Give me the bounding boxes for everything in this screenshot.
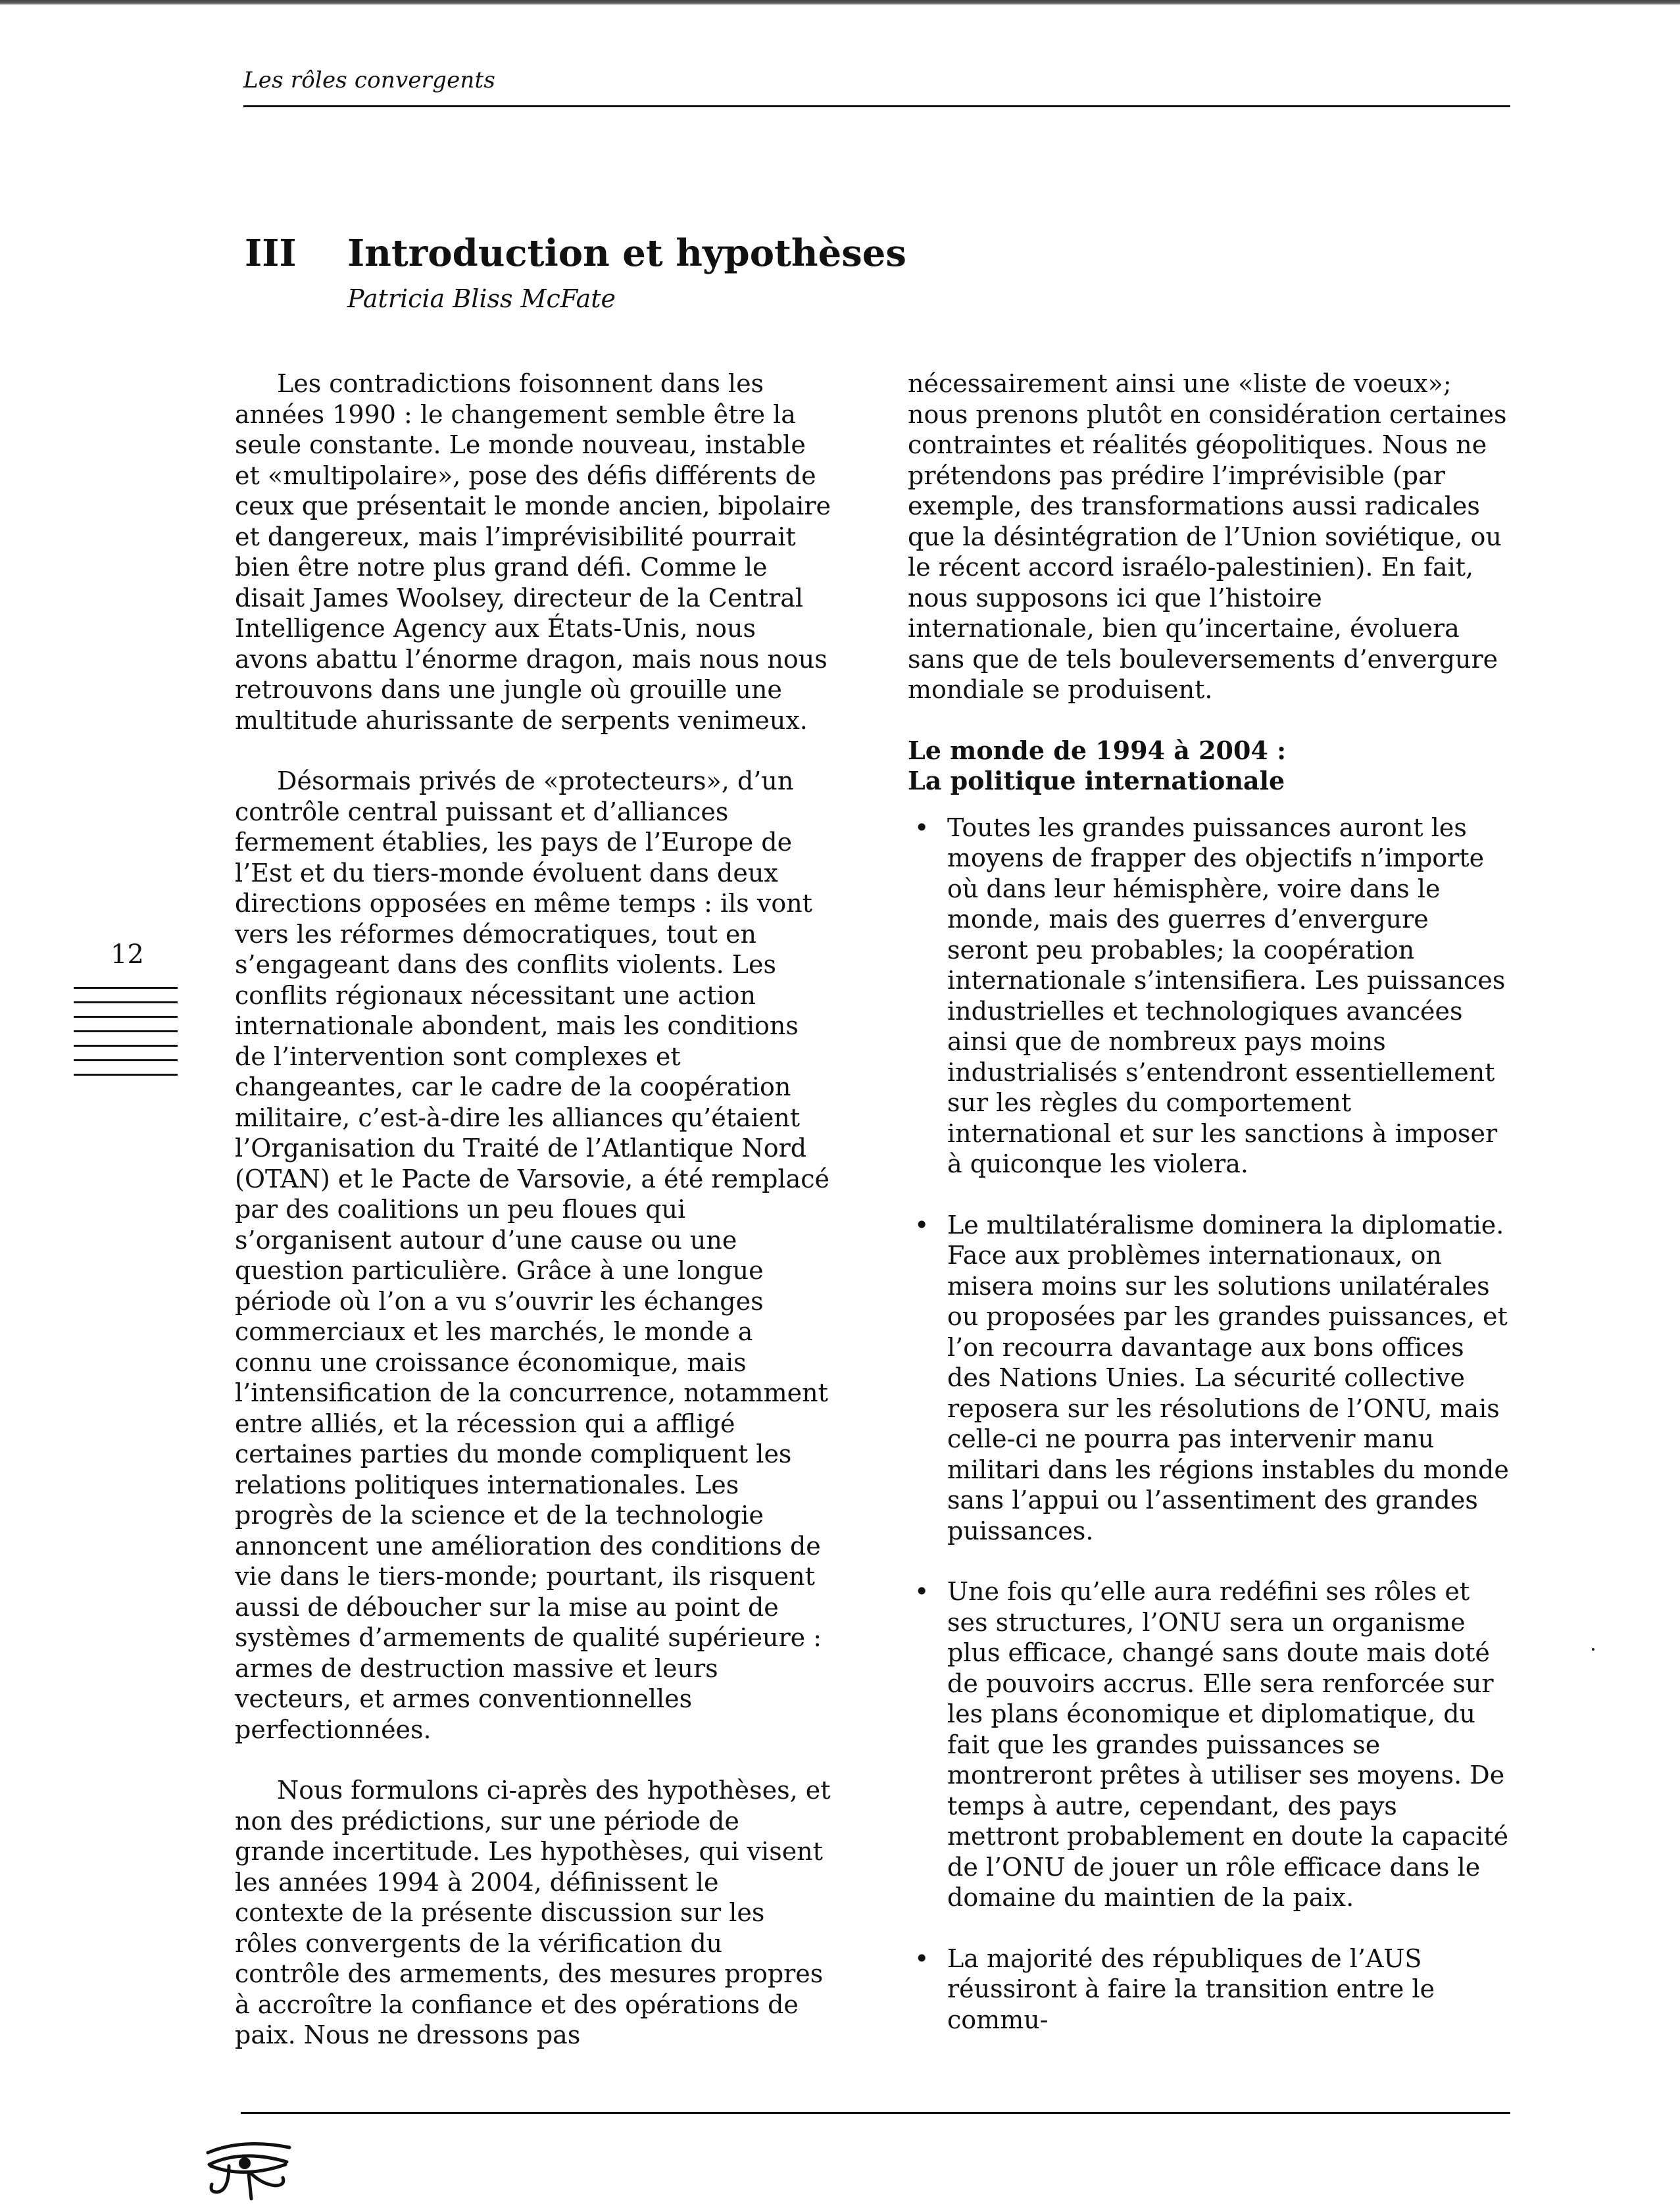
list-item-text: La majorité des républiques de l’AUS réussiront à faire la transition entre le commu- (947, 1943, 1435, 2034)
scan-edge (0, 0, 1680, 5)
section-heading (908, 736, 1513, 797)
margin-rule (74, 1045, 178, 1047)
right-column (908, 368, 1513, 2065)
margin-rule (74, 1016, 178, 1018)
footer-rule (241, 2112, 1510, 2114)
running-head: Les rôles convergents (243, 67, 496, 93)
margin-rule (74, 1001, 178, 1003)
eye-of-horus-logo-icon (203, 2138, 295, 2201)
margin-rule (74, 1059, 178, 1061)
paragraph-continuation: nécessairement ainsi une «liste de voeux»; nous prenons plutôt en considération certaines contraintes et réalités géopolitiques. Nous ne prétendons pas prédire l’imprévisible (par exemple, des transformations aussi radicales que la désintégration de l’Union soviétique, ou le récent accord israélo-palestinien). En fait, nous supposons ici que l’histoire internationale, bien qu’incertaine, évoluera sans que de tels bouleversements d’envergure mondiale se produisent. (908, 369, 1507, 704)
list-item-text: Une fois qu’elle aura redéfini ses rôles et ses structures, l’ONU sera un organisme plus efficace, changé sans doute mais doté de pouvoirs accrus. Elle sera renforcée sur les plans économique et diplomatique, du fait que les grandes puissances se montreront prêtes à utiliser ses moyens. De temps à autre, cependant, des pays mettront probablement en doute la capacité de l’ONU de jouer un rôle efficace dans le domaine du maintien de la paix. (947, 1577, 1509, 1912)
chapter-number: III (245, 232, 297, 275)
bullet-list (908, 813, 1513, 2036)
section-heading-line: La politique internationale (908, 766, 1285, 795)
bullet-icon: • (914, 1943, 929, 1973)
list-item-text: Le multilatéralisme dominera la diplomatie. Face aux problèmes internationaux, on misera moins sur les solutions unilatérales ou proposées par les grandes puissances, et l’on recourra davantage aux bons offices des Nations Unies. La sécurité collective reposera sur les résolutions de l’ONU, mais celle-ci ne pourra pas intervenir manu militari dans les régions instables du monde sans l’appui ou l’assentiment des grandes puissances. (947, 1210, 1509, 1545)
list-item (908, 813, 1513, 1180)
chapter-author: Patricia Bliss McFate (347, 284, 616, 313)
list-item (908, 1210, 1513, 1547)
list-item-text: Toutes les grandes puissances auront les moyens de frapper des objectifs n’importe où dans leur hémisphère, voire dans le monde, mais des guerres d’envergure seront peu probables; la coopération internationale s’intensifiera. Les puissances industrielles et technologiques avancées ainsi que de nombreux pays moins industrialisés s’entendront essentiellement sur les règles du comportement international et sur les sanctions à imposer à quiconque les violera. (947, 813, 1506, 1178)
margin-rule (74, 987, 178, 989)
margin-rule (74, 1074, 178, 1076)
margin-rules (74, 987, 178, 1088)
bullet-icon: • (914, 1577, 929, 1606)
scan-speck (1592, 1648, 1594, 1651)
paragraph: Nous formulons ci-après des hypothèses, et non des prédictions, sur une période de grande incertitude. Les hypothèses, qui visent les années 1994 à 2004, définissent le contexte de la présente discussion sur les rôles convergents de la vérification du contrôle des armements, des mesures propres à accroître la confiance et des opérations de paix. Nous ne dressons pas (235, 1776, 831, 2049)
margin-rule (74, 1030, 178, 1032)
list-item (908, 1576, 1513, 1913)
paragraph: Les contradictions foisonnent dans les années 1990 : le changement semble être la seule constante. Le monde nouveau, instable et «multipolaire», pose des défis différents de ceux que présentait le monde ancien, bipolaire et dangereux, mais l’imprévisibilité pourrait bien être notre plus grand défi. Comme le disait James Woolsey, directeur de la Central Intelligence Agency aux États-Unis, nous avons abattu l’énorme dragon, mais nous nous retrouvons dans une jungle où grouille une multitude ahurissante de serpents venimeux. (235, 369, 831, 735)
list-item (908, 1943, 1513, 2036)
bullet-icon: • (914, 1210, 929, 1240)
chapter-title: Introduction et hypothèses (347, 232, 906, 275)
page-number: 12 (111, 939, 144, 970)
header-rule (243, 105, 1510, 107)
section-heading-line: Le monde de 1994 à 2004 : (908, 735, 1287, 765)
paragraph: Désormais privés de «protecteurs», d’un contrôle central puissant et d’alliances fermement établies, les pays de l’Europe de l’Est et du tiers-monde évoluent dans deux directions opposées en même temps : ils vont vers les réformes démocratiques, tout en s’engageant dans des conflits violents. Les conflits régionaux nécessitant une action internationale abondent, mais les conditions de l’intervention sont complexes et changeantes, car le cadre de la coopération militaire, c’est-à-dire les alliances qu’étaient l’Organisation du Traité de l’Atlantique Nord (OTAN) et le Pacte de Varsovie, a été remplacé par des coalitions un peu floues qui s’organisent autour d’une cause ou une question particulière. Grâce à une longue période où l’on a vu s’ouvrir les échanges commerciaux et les marchés, le monde a connu une croissance économique, mais l’intensification de la concurrence, notamment entre alliés, et la récession qui a affligé certaines parties du monde compliquent les relations politiques internationales. Les progrès de la science et de la technologie annoncent une amélioration des conditions de vie dans le tiers-monde; pourtant, ils risquent aussi de déboucher sur la mise au point de systèmes d’armements de qualité supérieure : armes de destruction massive et leurs vecteurs, et armes conventionnelles perfectionnées. (235, 766, 830, 1744)
bullet-icon: • (914, 813, 929, 842)
left-column (235, 368, 833, 2081)
